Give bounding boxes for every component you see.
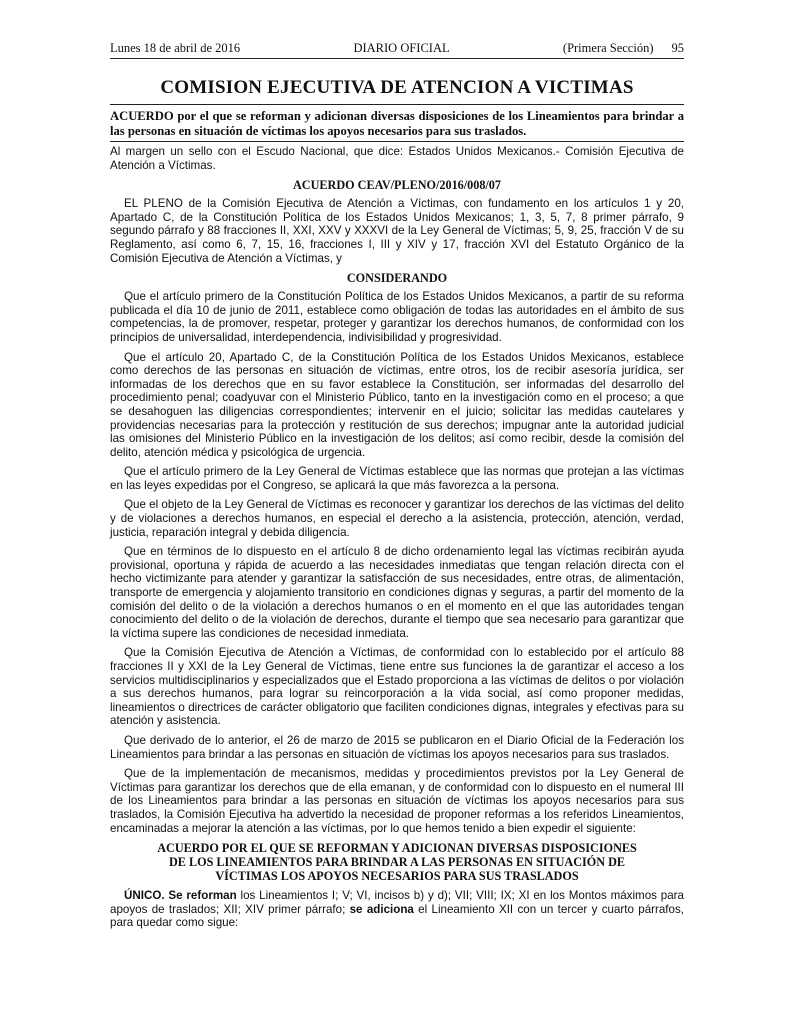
consideration-paragraph: Que la Comisión Ejecutiva de Atención a Víctimas, de conformidad con lo establecido por el artículo 88 fracciones II y XXI de la Ley General de Víctimas, tiene entre sus funciones la de garantizar el acceso a los servicios multidisciplinarios y especializados que el Estado proporciona a las víctimas de delitos o por violación a sus derechos humanos, para lograr su reincorporación a la vida social, así como proponer medidas, lineamientos o directrices de carácter obligatorio que faciliten condiciones dignas, integrales y efectivas para su atención y asistencia. bbox=[110, 646, 684, 728]
add-text: el Lineamiento XII con un tercer y cuarto párrafos, para quedar como sigue: bbox=[110, 902, 684, 930]
header-publication: DIARIO OFICIAL bbox=[353, 41, 450, 55]
header-date: Lunes 18 de abril de 2016 bbox=[110, 41, 241, 55]
agreement-heading: ACUERDO por el que se reforman y adicionan diversas disposiciones de los Lineamientos para brindar a las personas en situación de víctimas los apoyos necesarios para sus traslados. bbox=[110, 109, 684, 142]
reform-label: Se reforman bbox=[168, 889, 237, 903]
reform-text: los Lineamientos I; V; VI, incisos b) y d); VII; VIII; IX; XI en los Montos máximos para apoyos de traslados; XII; XIV primer párrafo; bbox=[110, 889, 684, 916]
document-page bbox=[110, 40, 684, 936]
document-body bbox=[110, 145, 684, 930]
considering-heading: CONSIDERANDO bbox=[346, 271, 448, 286]
resolution-heading-line: VÍCTIMAS LOS APOYOS NECESARIOS PARA SUS TRASLADOS bbox=[215, 869, 579, 884]
consideration-paragraph: Que el artículo primero de la Ley General de Víctimas establece que las normas que protejan a las víctimas en las leyes expedidas por el Congreso, se aplicará la que más favorezca a la persona. bbox=[110, 465, 684, 492]
page-header bbox=[110, 40, 684, 59]
preamble: EL PLENO de la Comisión Ejecutiva de Atención a Víctimas, con fundamento en los artículos 1 y 20, Apartado C, de la Constitución Política de los Estados Unidos Mexicanos; 1, 3, 5, 7, 8 primer párrafo, 9 segundo párrafo y 88 fracciones II, XXI, XXV y XXXVI de la Ley General de Víctimas; 5, 9, 25, fracción V de su Reglamento, así como 6, 7, 15, 16, fracciones I, III y XIV y 17, fracción XVI del Estatuto Orgánico de la Comisión Ejecutiva de Atención a Víctimas, y bbox=[110, 197, 684, 265]
consideration-paragraph: Que derivado de lo anterior, el 26 de marzo de 2015 se publicaron en el Diario Oficial de la Federación los Lineamientos para brindar a las personas en situación de víctimas los apoyos necesarios para sus traslados. bbox=[110, 733, 684, 761]
agreement-code: ACUERDO CEAV/PLENO/2016/008/07 bbox=[293, 178, 501, 193]
header-right bbox=[563, 40, 684, 56]
document-title: COMISION EJECUTIVA DE ATENCION A VICTIMAS bbox=[160, 77, 634, 98]
consideration-paragraph: Que el objeto de la Ley General de Víctimas es reconocer y garantizar los derechos de las víctimas del delito y de violaciones a derechos humanos, en especial el derecho a la asistencia, protección, atención, verdad, justicia, reparación integral y debida diligencia. bbox=[110, 498, 685, 539]
seal-note: Al margen un sello con el Escudo Nacional, que dice: Estados Unidos Mexicanos.- Comisión Ejecutiva de Atención a Víctimas. bbox=[110, 145, 684, 172]
add-label: se adiciona bbox=[349, 902, 414, 916]
consideration-paragraph: Que el artículo 20, Apartado C, de la Constitución Política de los Estados Unidos Mexicanos, establece como derechos de las personas en situación de víctimas, entre otros, los de recibir asesoría jurídica, ser informadas de los derechos que en su favor establece la Constitución, ser informadas del desarrollo del procedimiento penal; coadyuvar con el Ministerio Público, tanto en la investigación como en el proceso; a que se desahoguen las diligencias correspondientes; intervenir en el juicio; solicitar las medidas cautelares y providencias necesarias para la protección y restitución de sus derechos; impugnar ante la autoridad judicial las omisiones del Ministerio Público en la investigación de los delitos; así como recibir, desde la comisión del delito, atención médica y psicológica de urgencia. bbox=[110, 350, 684, 459]
consideration-paragraph: Que de la implementación de mecanismos, medidas y procedimientos previstos por la Ley General de Víctimas para garantizar los derechos que de ella emanan, y de conformidad con lo dispuesto en el numeral III de los Lineamientos para brindar a las personas en situación de víctimas los apoyos necesarios para sus traslados, la Comisión Ejecutiva ha advertido la necesidad de proponer reformas a los referidos Lineamientos, encaminadas a mejorar la atención a las víctimas, por lo que hemos tenido a bien expedir el siguiente: bbox=[110, 767, 684, 835]
header-page-number: 95 bbox=[671, 41, 684, 55]
title-rule bbox=[110, 104, 684, 105]
resolution-heading-line: DE LOS LINEAMIENTOS PARA BRINDAR A LAS PERSONAS EN SITUACIÓN DE bbox=[169, 855, 625, 870]
sole-article-lead: ÚNICO. bbox=[124, 889, 165, 903]
resolution-heading-line: ACUERDO POR EL QUE SE REFORMAN Y ADICIONAN DIVERSAS DISPOSICIONES bbox=[157, 841, 637, 856]
resolution-heading bbox=[110, 841, 684, 883]
header-section: (Primera Sección) bbox=[562, 41, 654, 55]
sole-article bbox=[110, 889, 684, 930]
consideration-paragraph: Que el artículo primero de la Constitución Política de los Estados Unidos Mexicanos, a partir de su reforma publicada el día 10 de junio de 2011, establece como obligación de todas las autoridades en el ámbito de sus competencias, la de promover, respetar, proteger y garantizar los derechos humanos, de conformidad con los principios de universalidad, interdependencia, indivisibilidad y progresividad. bbox=[110, 290, 684, 344]
consideration-paragraph: Que en términos de lo dispuesto en el artículo 8 de dicho ordenamiento legal las víctimas recibirán ayuda provisional, oportuna y rápida de acuerdo a las necesidades inmediatas que tengan relación directa con el hecho victimizante para atender y garantizar la satisfacción de sus necesidades, entre otras, de alimentación, transporte de emergencia y alojamiento transitorio en condiciones dignas y seguras, a partir del momento de la comisión del delito o de la violación a derechos humanos o en el momento en el que las autoridades tengan conocimiento del delito o de la violación de derechos, durante el tiempo que sea necesario para garantizar que la víctima supere las condiciones de necesidad inmediata. bbox=[110, 545, 684, 640]
